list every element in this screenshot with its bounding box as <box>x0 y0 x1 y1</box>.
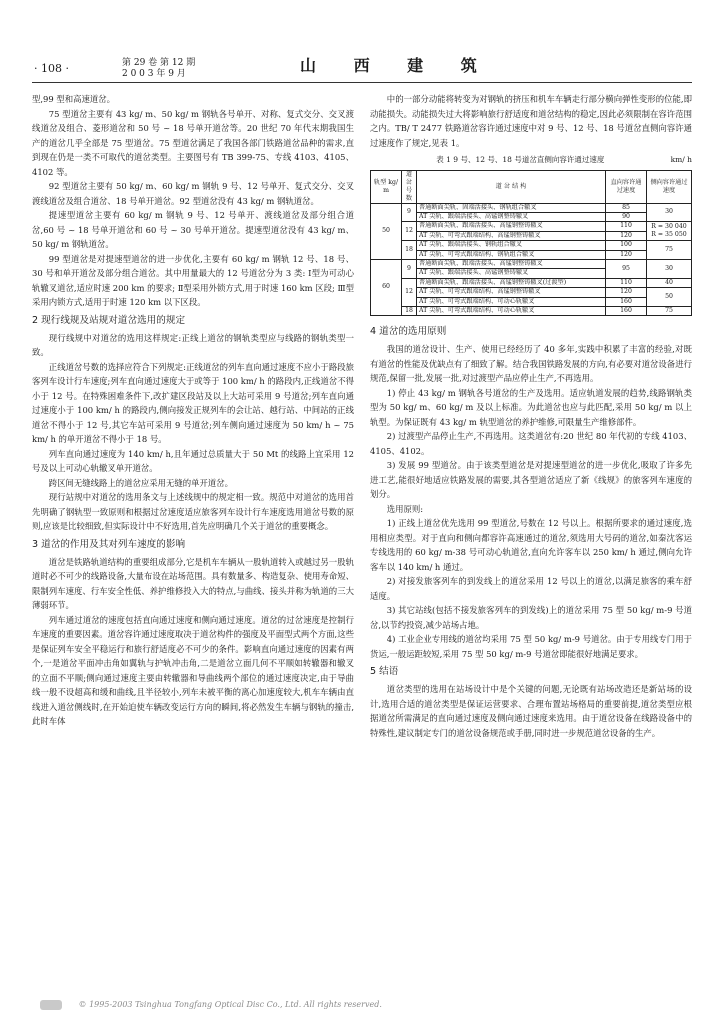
paragraph: 提速型道岔主要有 60 kg/ m 钢轨 9 号、12 号单开、渡线道岔及部分组合道岔,60 号 ~ 18 号单开道岔和 60 号 ~ 30 号单开道岔。提速型道岔没有 43 kg/ m、50 kg/ m 钢轨道岔。 <box>32 210 354 249</box>
paragraph: 1) 正线上道岔优先选用 99 型道岔,号数在 12 号以上。根据所要求的通过速度,选用相应类型。对于直向和侧向都容许高速通过的道岔,须选用大号码的道岔,如秦沈客运专线选用的 60 kg/ m-38 号可动心轨道岔,直向允许客车以 250 km/ h 通过,侧向允许客车以 140 km/ h 通过。 <box>370 518 692 572</box>
paragraph: 3) 发展 99 型道岔。由于该类型道岔是对提速型道岔的进一步优化,吸取了许多先进工艺,能很好地适应铁路发展的需要,其各型道岔适应了新《线规》的旅客列车速度的划分。 <box>370 460 692 500</box>
paragraph: 75 型道岔主要有 43 kg/ m、50 kg/ m 钢轨各号单开、对称、复式交分、交叉渡线道岔及组合、菱形道岔和 50 号 ~ 18 号单开道岔等。20 世纪 70 年代末期我国生产的道岔几乎全部是 75 型道岔。75 型道岔满足了我国各部门铁路道岔品种的需求,直到现在仍是一类不可取代的道岔类型。主要图号有 TB 399-75、专线 4103、4105、4102 等。 <box>32 108 354 177</box>
copyright-footer <box>40 1000 382 1010</box>
number-cell: 9 <box>402 203 417 222</box>
left-column <box>32 92 354 729</box>
header-rail: 轨型 kg/ m <box>371 170 402 203</box>
straight-cell: 120 <box>606 288 647 297</box>
paragraph: 现行线规中对道岔的选用这样规定:正线上道岔的钢轨类型应与线路的钢轨类型一致。 <box>32 332 354 357</box>
section-heading-5: 5 结语 <box>370 666 399 678</box>
paragraph: 道岔是铁路轨道结构的重要组成部分,它是机车车辆从一股轨道转入或越过另一股轨道时必不可少的线路设备,大量布设在站场范围。具有数量多、构造复杂、使用寿命短、限制列车速度、行车安全性低、养护维修投入大的特点,与曲线、接头并称为轨道的三大薄弱环节。 <box>32 556 354 610</box>
paragraph: 选用原则: <box>386 503 424 514</box>
side-cell: 50 <box>647 288 692 307</box>
paragraph: 4) 工业企业专用线的道岔均采用 75 型 50 kg/ m-9 号道岔。由于专用线专门用于货运,一般运距较短,采用 75 型 50 kg/ m-9 号道岔即能很好地满足要求。 <box>370 634 692 659</box>
structure-cell: AT 尖轨、跟端活接头、高锰钢整铸辙叉 <box>417 212 606 221</box>
paragraph: 道岔类型的选用在站场设计中是个关键的问题,无论既有站场改造还是新站场的设计,选用合适的道岔类型是保证运营要求、合理布置站场格局的重要前提,道岔类型应根据道岔所需满足的直向通过速度及侧向通过速度来选用。由于道岔设备在线路设备中的特殊性,建议制定专门的道岔设备规范或手册,同时进一步规范道岔设备的生产。 <box>370 684 692 738</box>
table-caption <box>370 153 692 168</box>
side-cell: 30 <box>647 259 692 278</box>
table-header-row <box>371 170 692 203</box>
table-row <box>371 250 692 259</box>
number-cell: 18 <box>402 241 417 260</box>
copyright-text: © 1995-2003 Tsinghua Tongfang Optical Disc Co., Ltd. All rights reserved. <box>78 1000 382 1009</box>
header-number: 道岔号数 <box>402 170 417 203</box>
paragraph: 92 型道岔主要有 50 kg/ m、60 kg/ m 钢轨 9 号、12 号单开、复式交分、交叉渡线道岔及组合道岔、18 号单开道岔。92 型道岔没有 43 kg/ m 钢轨道岔。 <box>32 181 354 206</box>
paragraph: 99 型道岔是对提速型道岔的进一步优化,主要有 60 kg/ m 钢轨 12 号、18 号、30 号和单开道岔及部分组合道岔。其中用量最大的 12 号道岔分为 3 类: Ⅰ型为可动心轨辙叉道岔,适应时速 200 km 的要求; Ⅱ型采用外锁方式,用于时速 160 km 区段; Ⅲ型采用内锁方式,适用于时速 120 km 以下区段。 <box>32 253 354 307</box>
structure-cell: AT 尖轨、可弯式跟端结构、高锰钢整铸辙叉 <box>417 288 606 297</box>
table-row <box>371 297 692 306</box>
rail-cell: 50 <box>371 203 402 259</box>
section-heading-3: 3 道岔的作用及其对列车速度的影响 <box>32 538 186 550</box>
table-row <box>371 259 692 268</box>
table-caption-text: 表 1 9 号、12 号、18 号道岔直侧向容许通过速度 <box>436 155 605 164</box>
straight-cell: 90 <box>606 212 647 221</box>
header-side: 侧向容许通过速度 <box>647 170 692 203</box>
straight-cell: 95 <box>606 259 647 278</box>
side-cell <box>647 222 692 241</box>
table-row <box>371 241 692 250</box>
side-cell: 75 <box>647 241 692 260</box>
table-row <box>371 278 692 287</box>
number-cell: 12 <box>402 222 417 241</box>
number-cell: 18 <box>402 306 417 315</box>
header-rule <box>32 82 692 83</box>
paragraph: 我国的道岔设计、生产、使用已经经历了 40 多年,实践中积累了丰富的经验,对既有道岔的性能及优缺点有了细致了解。结合我国铁路发展的方向,有必要对道岔设备进行规范,保留一批,发展一批,对过渡型产品应停止生产,不再选用。 <box>370 344 692 384</box>
structure-cell: 普通断面尖轨、跟端活接头、高锰钢整铸辙叉 <box>417 259 606 268</box>
structure-cell: AT 尖轨、可弯式跟端结构、可动心轨辙叉 <box>417 306 606 315</box>
paragraph: 1) 停止 43 kg/ m 钢轨各号道岔的生产及选用。适应轨道发展的趋势,线路钢轨类型为 50 kg/ m、60 kg/ m 及以上标准。为此道岔也应与此匹配,采用 50 kg/ m 以上轨型。为保证既有 43 kg/ m 轨型道岔的养护维修,可限量生产维修部件。 <box>370 387 692 427</box>
header-structure: 道 岔 结 构 <box>417 170 606 203</box>
page-number: · 108 · <box>34 62 69 75</box>
paragraph: 跨区间无缝线路上的道岔应采用无缝的单开道岔。 <box>48 477 234 488</box>
table-row <box>371 231 692 240</box>
publisher-logo-icon <box>40 1000 62 1010</box>
table-row <box>371 306 692 315</box>
table-row <box>371 203 692 212</box>
straight-cell: 120 <box>606 250 647 259</box>
straight-cell: 160 <box>606 306 647 315</box>
right-column <box>370 92 692 740</box>
paragraph: 型,99 型和高速道岔。 <box>32 94 115 104</box>
straight-cell: 160 <box>606 297 647 306</box>
rail-cell: 60 <box>371 259 402 315</box>
table-row <box>371 222 692 231</box>
issue-info <box>122 58 195 80</box>
structure-cell: AT 尖轨、跟端活接头、钢轨组合辙叉 <box>417 241 606 250</box>
straight-cell: 110 <box>606 222 647 231</box>
straight-cell: 110 <box>606 278 647 287</box>
number-cell: 9 <box>402 259 417 278</box>
side-cell: 40 <box>647 278 692 287</box>
side-radius-1: R = 30 040 <box>651 222 687 230</box>
side-cell: 75 <box>647 306 692 315</box>
structure-cell: 普通断面尖轨、跟端活接头、高锰钢整铸辙叉(过渡型) <box>417 278 606 287</box>
table-row <box>371 212 692 221</box>
table-row <box>371 288 692 297</box>
paragraph: 2) 对接发旅客列车的到发线上的道岔采用 12 号以上的道岔,以满足旅客的乘车舒适度。 <box>370 576 692 601</box>
straight-cell: 85 <box>606 203 647 212</box>
paragraph: 2) 过渡型产品停止生产,不再选用。这类道岔有:20 世纪 80 年代初的专线 4103、4105、4102。 <box>370 431 692 456</box>
table-unit: km/ h <box>670 155 692 164</box>
side-radius-2: R = 35 050 <box>651 231 687 239</box>
journal-title: 山 西 建 筑 <box>300 56 493 75</box>
straight-cell: 120 <box>606 231 647 240</box>
structure-cell: AT 尖轨、可弯式跟端结构、钢轨组合辙叉 <box>417 250 606 259</box>
structure-cell: AT 尖轨、可弯式跟端结构、可动心轨辙叉 <box>417 297 606 306</box>
straight-cell: 100 <box>606 241 647 250</box>
paragraph: 正线道岔号数的选择应符合下列规定:正线道岔的列车直向通过速度不应小于路段旅客列车设计行车速度;列车直向通过速度大于或等于 100 km/ h 的路段内,正线道岔不得小于 12 号。在特殊困难条件下,改扩建区段站及以上大站可采用 9 号道岔;列车直向通过速度小于 100 km/ h 的路段内,侧向接发正规列车的会让站、越行站、中间站的正线道岔不得小于 12 号,其它车站可采用 9 号道岔;列车侧向通过速度为 50 km/ h ~ 75 km/ h 的单开道岔不得小于 18 号。 <box>32 361 354 444</box>
structure-cell: 普通断面尖轨、固端活接头、钢轨组合辙叉 <box>417 203 606 212</box>
section-heading-2: 2 现行线规及站规对道岔选用的规定 <box>32 314 186 326</box>
page-header <box>0 0 724 80</box>
speed-table <box>370 170 692 317</box>
header-straight: 直向容许通过速度 <box>606 170 647 203</box>
paragraph: 列车直向通过速度为 140 km/ h,且年通过总质量大于 50 Mt 的线路上宜采用 12 号及以上可动心轨辙叉单开道岔。 <box>32 448 354 473</box>
issue-volume: 第 29 卷 第 12 期 <box>122 58 196 68</box>
paragraph: 现行站规中对道岔的选用条文与上述线规中的规定相一致。规范中对道岔的选用首先明确了钢轨型一致原则和根据过岔速度适应旅客列车设计行车速度选用道岔号数的原则,应该是比较细致,但实际设计中不好选用,首先应明确几个关于道岔的重要概念。 <box>32 492 354 531</box>
paragraph: 列车通过道岔的速度包括直向通过速度和侧向通过速度。道岔的过岔速度是控制行车速度的重要因素。道岔容许通过速度取决于道岔构件的强度及平面型式两个方面,这些是保证列车安全平稳运行和旅行舒适度必不可少的条件。影响直向通过速度的因素有两个,一是道岔平面冲击角如翼轨与护轨冲击角,二是道岔立面几何不平顺如转辙器和辙叉的立面不平顺;侧向通过速度主要由转辙器和导曲线两个部位的通过速度决定,由于导曲线一般不设超高和缓和曲线,且半径较小,列车未被平衡的离心加速度较大,机车车辆由直线进入道岔侧线时,在开始迫使车辆改变运行方向的瞬间,将必然发生车辆与钢轨的撞击,此时车体 <box>32 614 354 726</box>
paragraph: 中的一部分动能将转变为对钢轨的挤压和机车车辆走行部分横向弹性变形的位能,即动能损失。动能损失过大将影响旅行舒适度和道岔结构的稳定,因此必须限制在容许范围之内。TB/ T 2477 铁路道岔容许通过速度中对 9 号、12 号、18 号道岔直侧向容许通过速度作了规定,见表 1。 <box>370 94 692 148</box>
structure-cell: AT 尖轨、可弯式跟端结构、高锰钢整铸辙叉 <box>417 231 606 240</box>
side-cell: 30 <box>647 203 692 222</box>
structure-cell: 普通断面尖轨、跟端活接头、高锰钢整铸辙叉 <box>417 222 606 231</box>
section-heading-4: 4 道岔的选用原则 <box>370 326 447 338</box>
issue-date: 2 0 0 3 年 9 月 <box>122 69 186 79</box>
structure-cell: AT 尖轨、跟端活接头、高锰钢整铸辙叉 <box>417 269 606 278</box>
number-cell: 12 <box>402 278 417 306</box>
paragraph: 3) 其它站线(包括不接发旅客列车的到发线)上的道岔采用 75 型 50 kg/ m-9 号道岔,以节约投资,减少站场占地。 <box>370 605 692 630</box>
